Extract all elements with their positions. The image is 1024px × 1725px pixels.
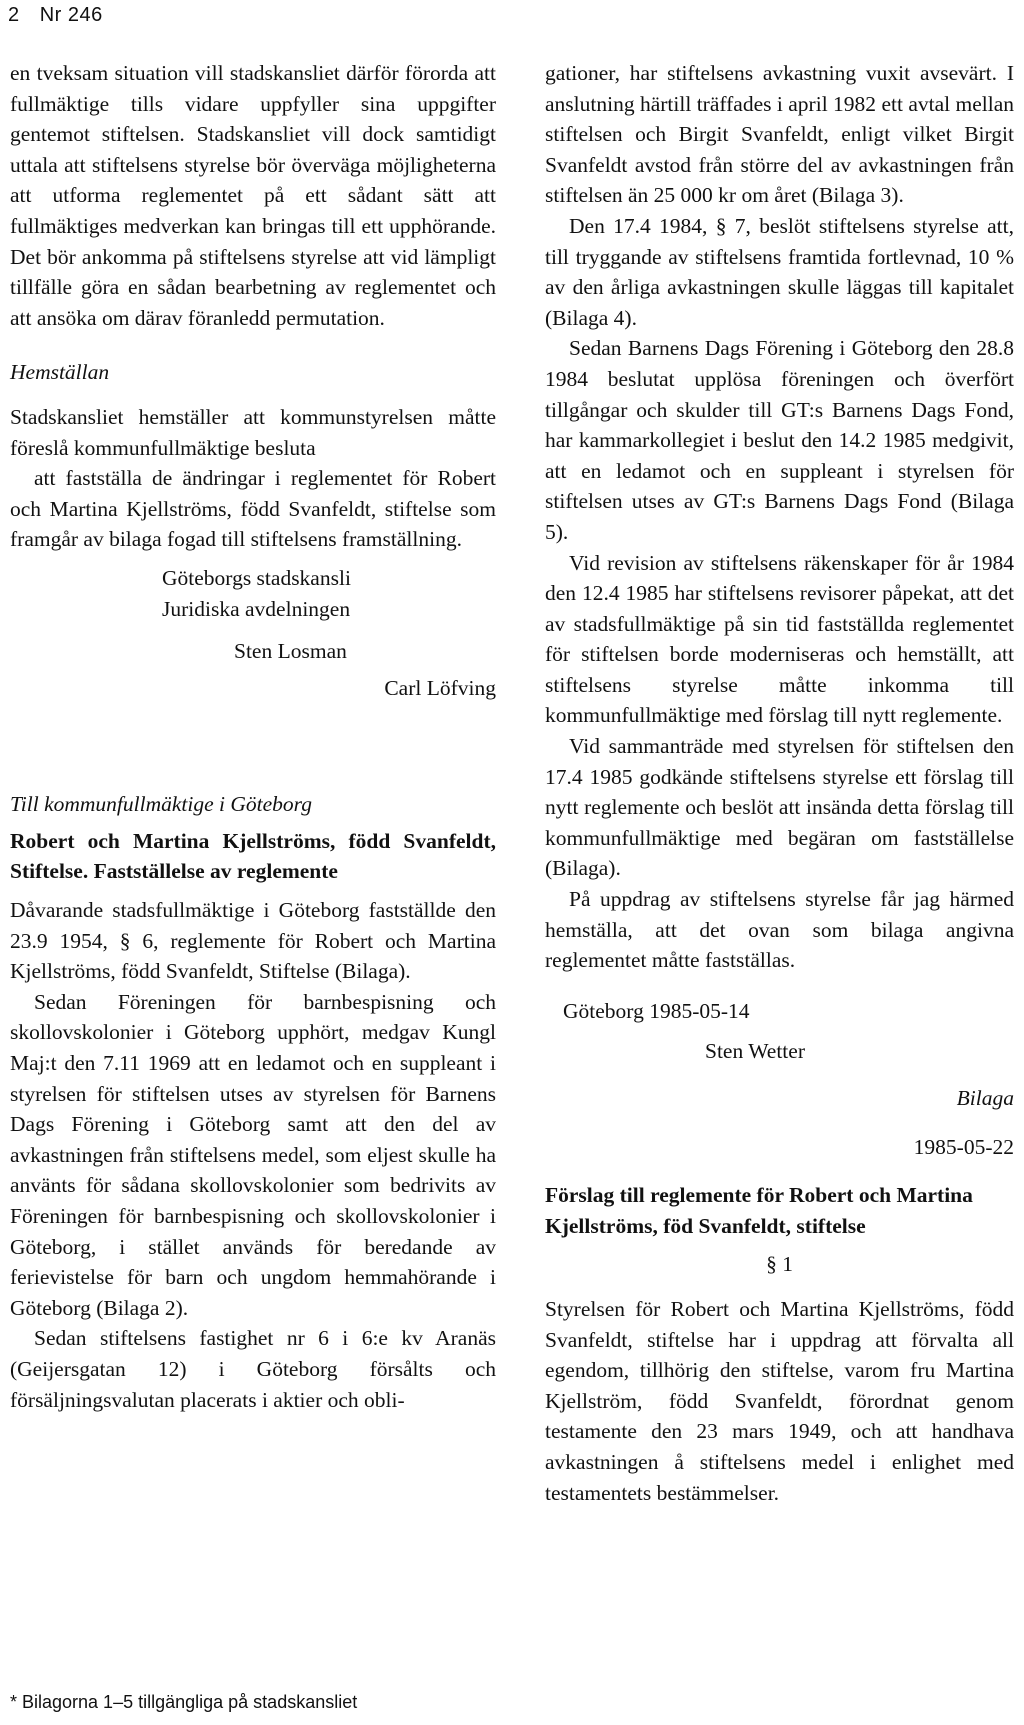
issue-number: Nr 246 — [39, 4, 103, 26]
body-paragraph: Sedan stiftelsens fastighet nr 6 i 6:e kv Aranäs (Geijersgatan 12) i Göteborg försålts och försäljningsvalutan placerats i aktier och obli- — [10, 1326, 496, 1412]
signature-block — [10, 563, 496, 703]
signature-dept: Juridiska avdelningen — [162, 596, 351, 621]
signature-name-1: Sten Losman — [234, 639, 347, 664]
signer-name: Sten Wetter — [705, 1039, 805, 1064]
section-text: Styrelsen för Robert och Martina Kjellströms, född Svanfeldt, stiftelse har i uppdrag att förvalta all egendom, tillhörig den stiftelse, varom fru Martina Kjellström, född Svanfeldt, förordnat genom testamente den 23 mars 1949, och att handhava avkastningen å stiftelsens medel i enlighet med testamentets bestämmelser. — [545, 1296, 1014, 1505]
document-title: Robert och Martina Kjellströms, född Svanfeldt, Stiftelse. Fastställelse av reglemente — [10, 828, 496, 884]
page-number: 2 — [8, 4, 20, 26]
section-heading: Hemställan — [10, 360, 110, 385]
appendix-label: Bilaga — [956, 1086, 1014, 1110]
request-clause: att fastställa de ändringar i reglementet för Robert och Martina Kjellströms, född Svanfeldt, stiftelse som framgår av bilaga fogad till stiftelsens framställning. — [10, 466, 496, 552]
page-header — [8, 4, 103, 27]
body-paragraph: Den 17.4 1984, § 7, beslöt stiftelsens styrelse att, till tryggande av stiftelsens framtida fortlevnad, 10 % av den årliga avkastningen skulle läggas till kapitalet (Bilaga 4). — [545, 213, 1014, 330]
place-date: Göteborg 1985-05-14 — [563, 998, 750, 1023]
body-paragraph: Sedan Barnens Dags Förening i Göteborg den 28.8 1984 beslutat upplösa föreningen och överfört tillgångar och skulder till GT:s Barnens Dags Fond, har kammarkollegiet i beslut den 14.2 1985 medgivit, att en ledamot och en suppleant i styrelsen för stiftelsen utses av GT:s Barnens Dags Fond (Bilaga 5). — [545, 336, 1014, 544]
body-paragraph: Dåvarande stadsfullmäktige i Göteborg fastställde den 23.9 1954, § 6, reglemente för Robert och Martina Kjellströms, född Svanfeldt, Stiftelse (Bilaga). — [10, 898, 496, 984]
body-paragraph: Sedan Föreningen för barnbespisning och skollovskolonier i Göteborg upphört, medgav Kungl Maj:t den 7.11 1969 att en ledamot och en suppleant i styrelsen för stiftelsen utses av styrelsen för Barnens Dags Förening i Göteborg samt att den del av avkastningen från stiftelsens medel, som eljest skulle ha använts för sådana skollovskolonier som bedrivits av Föreningen för barnbespisning och skollovskolonier i Göteborg, i stället används för beredande av ferievistelse för barn och ungdom hemmahörande i Göteborg (Bilaga 2). — [10, 989, 496, 1320]
appendix-date: 1985-05-22 — [913, 1134, 1014, 1159]
signature-name-2: Carl Löfving — [384, 675, 496, 700]
body-paragraph: På uppdrag av stiftelsens styrelse får jag härmed hemställa, att det ovan som bilaga angivna reglementet måtte fastställas. — [545, 887, 1014, 973]
section-number: § 1 — [766, 1252, 793, 1277]
body-paragraph: Vid revision av stiftelsens räkenskaper för år 1984 den 12.4 1985 har stiftelsens revisorer påpekat, att det av stadsfullmäktige på sin tid fastställda reglementet för stiftelsen borde moderniseras och hemställt, att stiftelsens styrelse måtte inkomma till kommunfullmäktige med förslag till nytt reglemente. — [545, 550, 1014, 728]
intro-paragraph: en tveksam situation vill stadskansliet därför förorda att fullmäktige tills vidare uppfyller sina uppgifter gentemot stiftelsen. Stadskansliet vill dock samtidigt uttala att stiftelsens styrelse bör överväga möjligheterna att utforma reglementet på ett sådant sätt att fullmäktiges medverkan kan bringas till ett upphörande. Det bör ankomma på stiftelsens styrelse att vid lämpligt tillfälle göra en sådan bearbetning av reglementet och att ansöka om därav föranledd permutation. — [10, 61, 496, 330]
addressee: Till kommunfullmäktige i Göteborg — [10, 792, 312, 817]
body-paragraph: Vid sammanträde med styrelsen för stiftelsen den 17.4 1985 godkände stiftelsens styrelse ett förslag till nytt reglemente och beslöt att insända detta förslag till kommunfullmäktige med begäran om fastställelse (Bilaga). — [545, 734, 1014, 881]
left-column — [10, 58, 496, 1415]
right-column — [545, 58, 1014, 1508]
request-paragraph: Stadskansliet hemställer att kommunstyrelsen måtte föreslå kommunfullmäktige besluta — [10, 404, 496, 460]
footnote: * Bilagorna 1–5 tillgängliga på stadskansliet — [10, 1692, 358, 1712]
proposal-title: Förslag till reglemente för Robert och Martina Kjellströms, föd Svanfeldt, stiftelse — [545, 1183, 973, 1238]
body-paragraph: gationer, har stiftelsens avkastning vuxit avsevärt. I anslutning härtill träffades i april 1982 ett avtal mellan stiftelsen och Birgit Svanfeldt, enligt vilket Birgit Svanfeldt avstod från större del av avkastningen från stiftelsen än 25 000 kr om året (Bilaga 3). — [545, 61, 1014, 208]
signature-org: Göteborgs stadskansli — [162, 565, 351, 590]
